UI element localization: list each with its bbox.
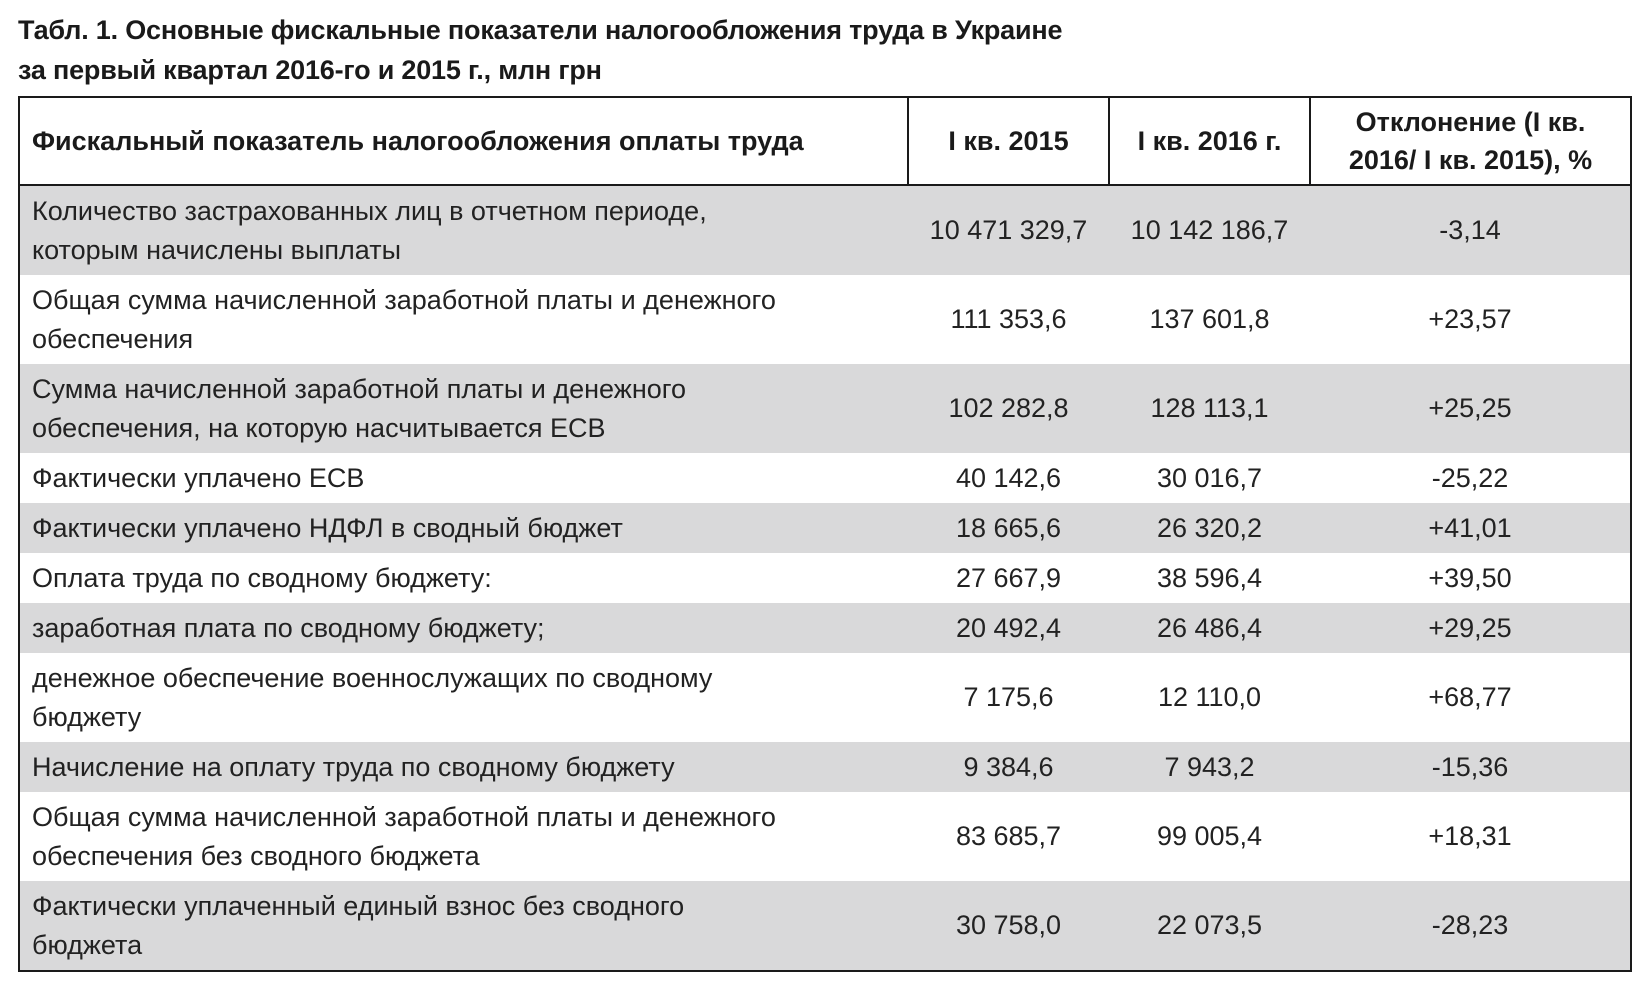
row-label: Фактически уплачено ЕСВ — [19, 453, 908, 503]
cell-deviation: +29,25 — [1310, 603, 1631, 653]
row-label-line1: Общая сумма начисленной заработной платы и денежного — [32, 801, 776, 832]
cell-q1-2015: 10 471 329,7 — [908, 185, 1109, 275]
table-row — [19, 653, 1631, 742]
table-header-row — [19, 97, 1631, 185]
column-header-q1-2015: I кв. 2015 — [908, 97, 1109, 185]
cell-q1-2016: 99 005,4 — [1109, 792, 1310, 881]
cell-q1-2015: 30 758,0 — [908, 881, 1109, 971]
table-row — [19, 742, 1631, 792]
row-label — [19, 653, 908, 742]
row-label-line2: обеспечения — [32, 323, 194, 354]
cell-deviation: +23,57 — [1310, 275, 1631, 364]
table-row — [19, 275, 1631, 364]
cell-q1-2015: 102 282,8 — [908, 364, 1109, 453]
cell-q1-2015: 83 685,7 — [908, 792, 1109, 881]
table-row — [19, 603, 1631, 653]
cell-q1-2015: 20 492,4 — [908, 603, 1109, 653]
cell-q1-2016: 7 943,2 — [1109, 742, 1310, 792]
cell-q1-2016: 30 016,7 — [1109, 453, 1310, 503]
table-row — [19, 881, 1631, 971]
table-caption-line2: за первый квартал 2016-го и 2015 г., млн грн — [18, 55, 602, 85]
table-row — [19, 792, 1631, 881]
cell-q1-2016: 137 601,8 — [1109, 275, 1310, 364]
column-header-q1-2016: I кв. 2016 г. — [1109, 97, 1310, 185]
cell-q1-2016: 26 320,2 — [1109, 503, 1310, 553]
table-body — [19, 185, 1631, 971]
table-row — [19, 503, 1631, 553]
cell-q1-2016: 128 113,1 — [1109, 364, 1310, 453]
cell-deviation: -3,14 — [1310, 185, 1631, 275]
row-label-line1: Фактически уплаченный единый взнос без сводного — [32, 890, 685, 921]
cell-q1-2016: 26 486,4 — [1109, 603, 1310, 653]
row-label-line2: которым начислены выплаты — [32, 234, 401, 265]
cell-q1-2015: 7 175,6 — [908, 653, 1109, 742]
cell-q1-2016: 22 073,5 — [1109, 881, 1310, 971]
cell-deviation: +25,25 — [1310, 364, 1631, 453]
row-label — [19, 275, 908, 364]
row-label-line2: обеспечения без сводного бюджета — [32, 840, 480, 871]
table-caption-line1: Табл. 1. Основные фискальные показатели налогообложения труда в Украине — [18, 15, 1063, 45]
fiscal-indicators-table — [18, 96, 1632, 972]
row-label — [19, 185, 908, 275]
row-label: заработная плата по сводному бюджету; — [19, 603, 908, 653]
row-label-line2: обеспечения, на которую насчитывается ЕСВ — [32, 412, 606, 443]
table-row — [19, 553, 1631, 603]
cell-q1-2015: 9 384,6 — [908, 742, 1109, 792]
cell-deviation: -28,23 — [1310, 881, 1631, 971]
row-label-line1: Количество застрахованных лиц в отчетном периоде, — [32, 195, 707, 226]
cell-q1-2016: 38 596,4 — [1109, 553, 1310, 603]
cell-q1-2015: 111 353,6 — [908, 275, 1109, 364]
cell-deviation: +41,01 — [1310, 503, 1631, 553]
row-label-line1: Общая сумма начисленной заработной платы и денежного — [32, 284, 776, 315]
row-label: Начисление на оплату труда по сводному бюджету — [19, 742, 908, 792]
row-label — [19, 881, 908, 971]
row-label-line1: Сумма начисленной заработной платы и денежного — [32, 373, 687, 404]
row-label — [19, 792, 908, 881]
table-header — [19, 97, 1631, 185]
row-label: Оплата труда по сводному бюджету: — [19, 553, 908, 603]
column-header-deviation-line1: Отклонение (I кв. — [1355, 107, 1586, 137]
table-row — [19, 453, 1631, 503]
table-caption — [18, 10, 1418, 90]
cell-q1-2015: 40 142,6 — [908, 453, 1109, 503]
row-label: Фактически уплачено НДФЛ в сводный бюджет — [19, 503, 908, 553]
cell-deviation: +39,50 — [1310, 553, 1631, 603]
row-label-line2: бюджета — [32, 929, 143, 960]
row-label — [19, 364, 908, 453]
cell-deviation: +68,77 — [1310, 653, 1631, 742]
cell-q1-2016: 12 110,0 — [1109, 653, 1310, 742]
row-label-line1: денежное обеспечение военнослужащих по сводному — [32, 662, 713, 693]
cell-q1-2015: 27 667,9 — [908, 553, 1109, 603]
cell-deviation: -15,36 — [1310, 742, 1631, 792]
column-header-deviation — [1310, 97, 1631, 185]
cell-deviation: +18,31 — [1310, 792, 1631, 881]
row-label-line2: бюджету — [32, 701, 142, 732]
column-header-indicator: Фискальный показатель налогообложения оплаты труда — [19, 97, 908, 185]
cell-q1-2015: 18 665,6 — [908, 503, 1109, 553]
cell-deviation: -25,22 — [1310, 453, 1631, 503]
table-row — [19, 185, 1631, 275]
table-row — [19, 364, 1631, 453]
column-header-deviation-line2: 2016/ I кв. 2015), % — [1348, 145, 1593, 175]
cell-q1-2016: 10 142 186,7 — [1109, 185, 1310, 275]
